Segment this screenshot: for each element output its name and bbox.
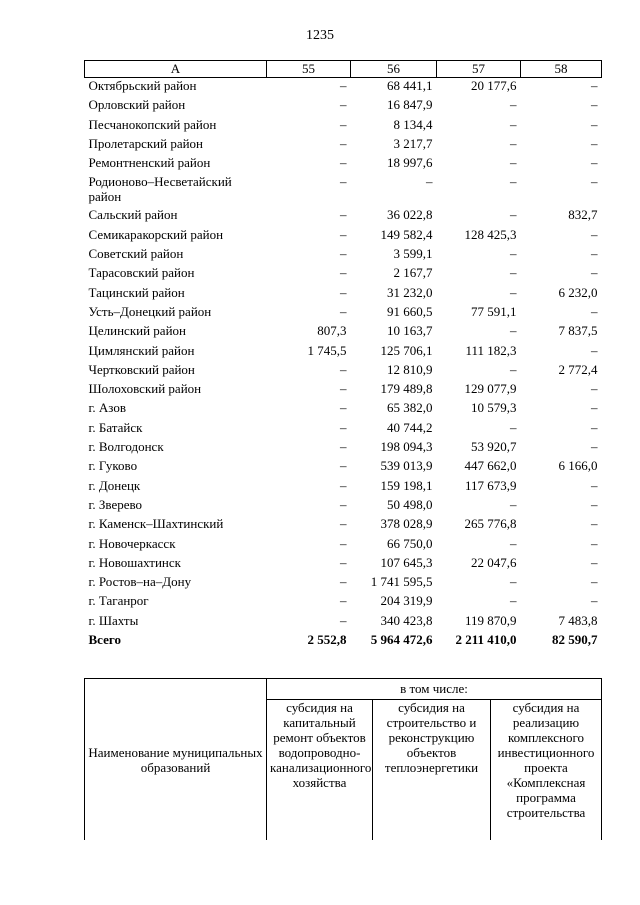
col-header: 58 (521, 61, 602, 78)
row-value: – (591, 265, 598, 281)
row-value: – (591, 342, 598, 358)
row-label: г. Каменск–Шахтинский (88, 516, 224, 532)
row-value: 117 673,9 (464, 477, 517, 493)
row-value: – (340, 419, 347, 435)
row-value: – (591, 400, 598, 416)
row-value: – (591, 574, 598, 590)
row-value: 77 591,1 (471, 303, 517, 319)
row-value: – (340, 155, 347, 171)
row-value: – (340, 458, 347, 474)
row-value: 7 837,5 (558, 323, 598, 339)
row-label: Ремонтненский район (88, 155, 211, 171)
row-value: 3 599,1 (393, 246, 433, 262)
total-row (85, 632, 602, 651)
row-value: – (591, 226, 598, 242)
row-value: 129 077,9 (464, 381, 517, 397)
row-label: г. Батайск (88, 419, 143, 435)
table-row (85, 207, 602, 226)
row-value: 447 662,0 (464, 458, 517, 474)
row-value: 149 582,4 (380, 226, 433, 242)
table-row (85, 478, 602, 497)
table-row (85, 97, 602, 116)
row-value: 7 483,8 (558, 612, 598, 628)
table-row (85, 400, 602, 419)
table-row (85, 136, 602, 155)
row-value: 179 489,8 (380, 381, 433, 397)
row-value: – (340, 516, 347, 532)
row-value: – (510, 174, 517, 190)
row-label: Целинский район (88, 323, 186, 339)
row-value: 204 319,9 (380, 593, 433, 609)
row-value: – (340, 593, 347, 609)
row-value: – (510, 207, 517, 223)
row-value: – (340, 303, 347, 319)
row-value: – (340, 554, 347, 570)
row-label: Чертковский район (88, 361, 195, 377)
row-value: – (510, 155, 517, 171)
row-value: 31 232,0 (387, 284, 433, 300)
row-value: 832,7 (568, 207, 598, 223)
row-value: 65 382,0 (387, 400, 433, 416)
row-value: – (340, 246, 347, 262)
row-value: – (510, 496, 517, 512)
table-row (85, 497, 602, 516)
row-value: 378 028,9 (380, 516, 433, 532)
table-row (85, 439, 602, 458)
row-label: г. Новочеркасск (88, 535, 176, 551)
page-number: 1235 (306, 28, 334, 43)
table-row (85, 613, 602, 632)
row-value: – (591, 419, 598, 435)
municipality-header: Наименование муниципальных образований (85, 679, 267, 841)
row-label: г. Гуково (88, 458, 138, 474)
total-value: 2 552,8 (307, 632, 347, 648)
row-label: г. Донецк (88, 477, 141, 493)
row-value: – (340, 496, 347, 512)
table-row (85, 227, 602, 246)
row-label: Тацинский район (88, 284, 185, 300)
row-value: – (510, 116, 517, 132)
row-value: 3 217,7 (393, 135, 433, 151)
sub-header-heat: субсидия на строительство и реконструкцию объектов теплоэнергетики (373, 700, 491, 841)
row-value: – (591, 174, 598, 190)
table-row (85, 174, 602, 207)
table-row (85, 536, 602, 555)
row-value: – (340, 477, 347, 493)
row-value: 111 182,3 (465, 342, 517, 358)
table-row (85, 117, 602, 136)
row-label: г. Ростов–на–Дону (88, 574, 192, 590)
row-value: 36 022,8 (387, 207, 433, 223)
table-row (85, 285, 602, 304)
row-value: – (591, 554, 598, 570)
row-value: – (510, 323, 517, 339)
row-value: 22 047,6 (471, 554, 517, 570)
row-value: – (510, 265, 517, 281)
col-header: 55 (267, 61, 351, 78)
table-row (85, 304, 602, 323)
row-label: Тарасовский район (88, 265, 195, 281)
row-value: – (591, 381, 598, 397)
row-value: – (510, 284, 517, 300)
row-label: Родионово–Несветайский район (88, 174, 232, 205)
sub-header-water: субсидия на капитальный ремонт объектов водопроводно-канализационного хозяйства (267, 700, 373, 841)
row-value: 12 810,9 (387, 361, 433, 377)
row-value: – (591, 97, 598, 113)
row-value: – (340, 284, 347, 300)
row-value: – (340, 439, 347, 455)
row-value: 107 645,3 (380, 554, 433, 570)
row-label: Пролетарский район (88, 135, 204, 151)
table-row (85, 420, 602, 439)
row-value: 265 776,8 (464, 516, 517, 532)
table-header-row (85, 61, 602, 78)
row-value: – (340, 612, 347, 628)
table-row (85, 516, 602, 535)
row-value: – (510, 535, 517, 551)
row-value: 40 744,2 (387, 419, 433, 435)
table-row (85, 343, 602, 362)
row-label: Усть–Донецкий район (88, 303, 212, 319)
row-label: Цимлянский район (88, 342, 195, 358)
row-value: 68 441,1 (387, 78, 433, 93)
table-row (85, 555, 602, 574)
row-value: – (591, 155, 598, 171)
table-body (85, 78, 602, 652)
row-value: 91 660,5 (387, 303, 433, 319)
table-row (85, 265, 602, 284)
row-value: 159 198,1 (380, 477, 433, 493)
row-value: – (591, 78, 598, 93)
row-value: – (340, 574, 347, 590)
row-value: – (591, 439, 598, 455)
row-value: – (591, 135, 598, 151)
col-header: 57 (437, 61, 521, 78)
row-value: 340 423,8 (380, 612, 433, 628)
row-value: – (340, 78, 347, 93)
row-value: 1 745,5 (307, 342, 347, 358)
header-table (84, 678, 602, 840)
row-value: 125 706,1 (380, 342, 433, 358)
row-value: 539 013,9 (380, 458, 433, 474)
row-value: 50 498,0 (387, 496, 433, 512)
total-value: 2 211 410,0 (455, 632, 517, 648)
row-label: г. Новошахтинск (88, 554, 181, 570)
row-label: г. Шахты (88, 612, 139, 628)
row-value: 1 741 595,5 (370, 574, 433, 590)
row-label: г. Волгодонск (88, 439, 164, 455)
table-row (85, 246, 602, 265)
row-value: – (510, 135, 517, 151)
row-value: – (591, 496, 598, 512)
table-row (85, 155, 602, 174)
row-value: – (340, 97, 347, 113)
row-value: 16 847,9 (387, 97, 433, 113)
row-value: 53 920,7 (471, 439, 517, 455)
row-value: 6 232,0 (558, 284, 598, 300)
table-row (85, 574, 602, 593)
row-value: 10 163,7 (387, 323, 433, 339)
row-value: – (340, 381, 347, 397)
row-value: – (340, 116, 347, 132)
row-value: – (510, 246, 517, 262)
row-label: Октябрьский район (88, 78, 197, 93)
table-row (85, 458, 602, 477)
row-value: – (510, 419, 517, 435)
row-label: г. Таганрог (88, 593, 149, 609)
row-value: 119 870,9 (464, 612, 517, 628)
row-label: Сальский район (88, 207, 178, 223)
table-row (85, 593, 602, 612)
row-value: 128 425,3 (464, 226, 517, 242)
row-value: – (340, 361, 347, 377)
col-header: 56 (351, 61, 437, 78)
row-value: – (510, 97, 517, 113)
row-value: – (591, 303, 598, 319)
row-value: 6 166,0 (558, 458, 598, 474)
row-value: – (591, 535, 598, 551)
row-value: – (510, 593, 517, 609)
row-value: 2 167,7 (393, 265, 433, 281)
row-value: 807,3 (317, 323, 347, 339)
row-value: 198 094,3 (380, 439, 433, 455)
budget-table (84, 60, 602, 651)
row-value: – (340, 226, 347, 242)
row-value: – (340, 207, 347, 223)
row-value: 20 177,6 (471, 78, 517, 93)
row-label: г. Зверево (88, 496, 143, 512)
row-value: – (340, 400, 347, 416)
row-label: Семикаракорский район (88, 226, 224, 242)
total-value: 5 964 472,6 (370, 632, 433, 648)
row-value: 10 579,3 (471, 400, 517, 416)
row-value: – (591, 477, 598, 493)
row-value: – (510, 574, 517, 590)
row-value: – (340, 265, 347, 281)
row-value: 18 997,6 (387, 155, 433, 171)
table-row (85, 78, 602, 98)
row-value: – (591, 516, 598, 532)
row-label: Шолоховский район (88, 381, 202, 397)
row-value: – (426, 174, 433, 190)
row-value: – (510, 361, 517, 377)
row-value: – (340, 535, 347, 551)
row-label: Орловский район (88, 97, 186, 113)
table-row (85, 323, 602, 342)
row-value: – (340, 174, 347, 190)
table-row (85, 362, 602, 381)
group-header: в том числе: (267, 679, 602, 700)
row-value: 66 750,0 (387, 535, 433, 551)
row-value: – (340, 135, 347, 151)
total-label: Всего (88, 632, 121, 648)
row-value: 2 772,4 (558, 361, 598, 377)
row-label: г. Азов (88, 400, 126, 416)
row-label: Советский район (88, 246, 184, 262)
row-value: – (591, 593, 598, 609)
row-value: – (591, 116, 598, 132)
table-row (85, 381, 602, 400)
row-label: Песчанокопский район (88, 116, 217, 132)
row-value: – (591, 246, 598, 262)
col-header: А (85, 61, 267, 78)
total-value: 82 590,7 (552, 632, 598, 648)
row-value: 8 134,4 (393, 116, 433, 132)
sub-header-project: субсидия на реализацию комплексного инвестиционного проекта «Комплексная программа строительства (491, 700, 602, 841)
